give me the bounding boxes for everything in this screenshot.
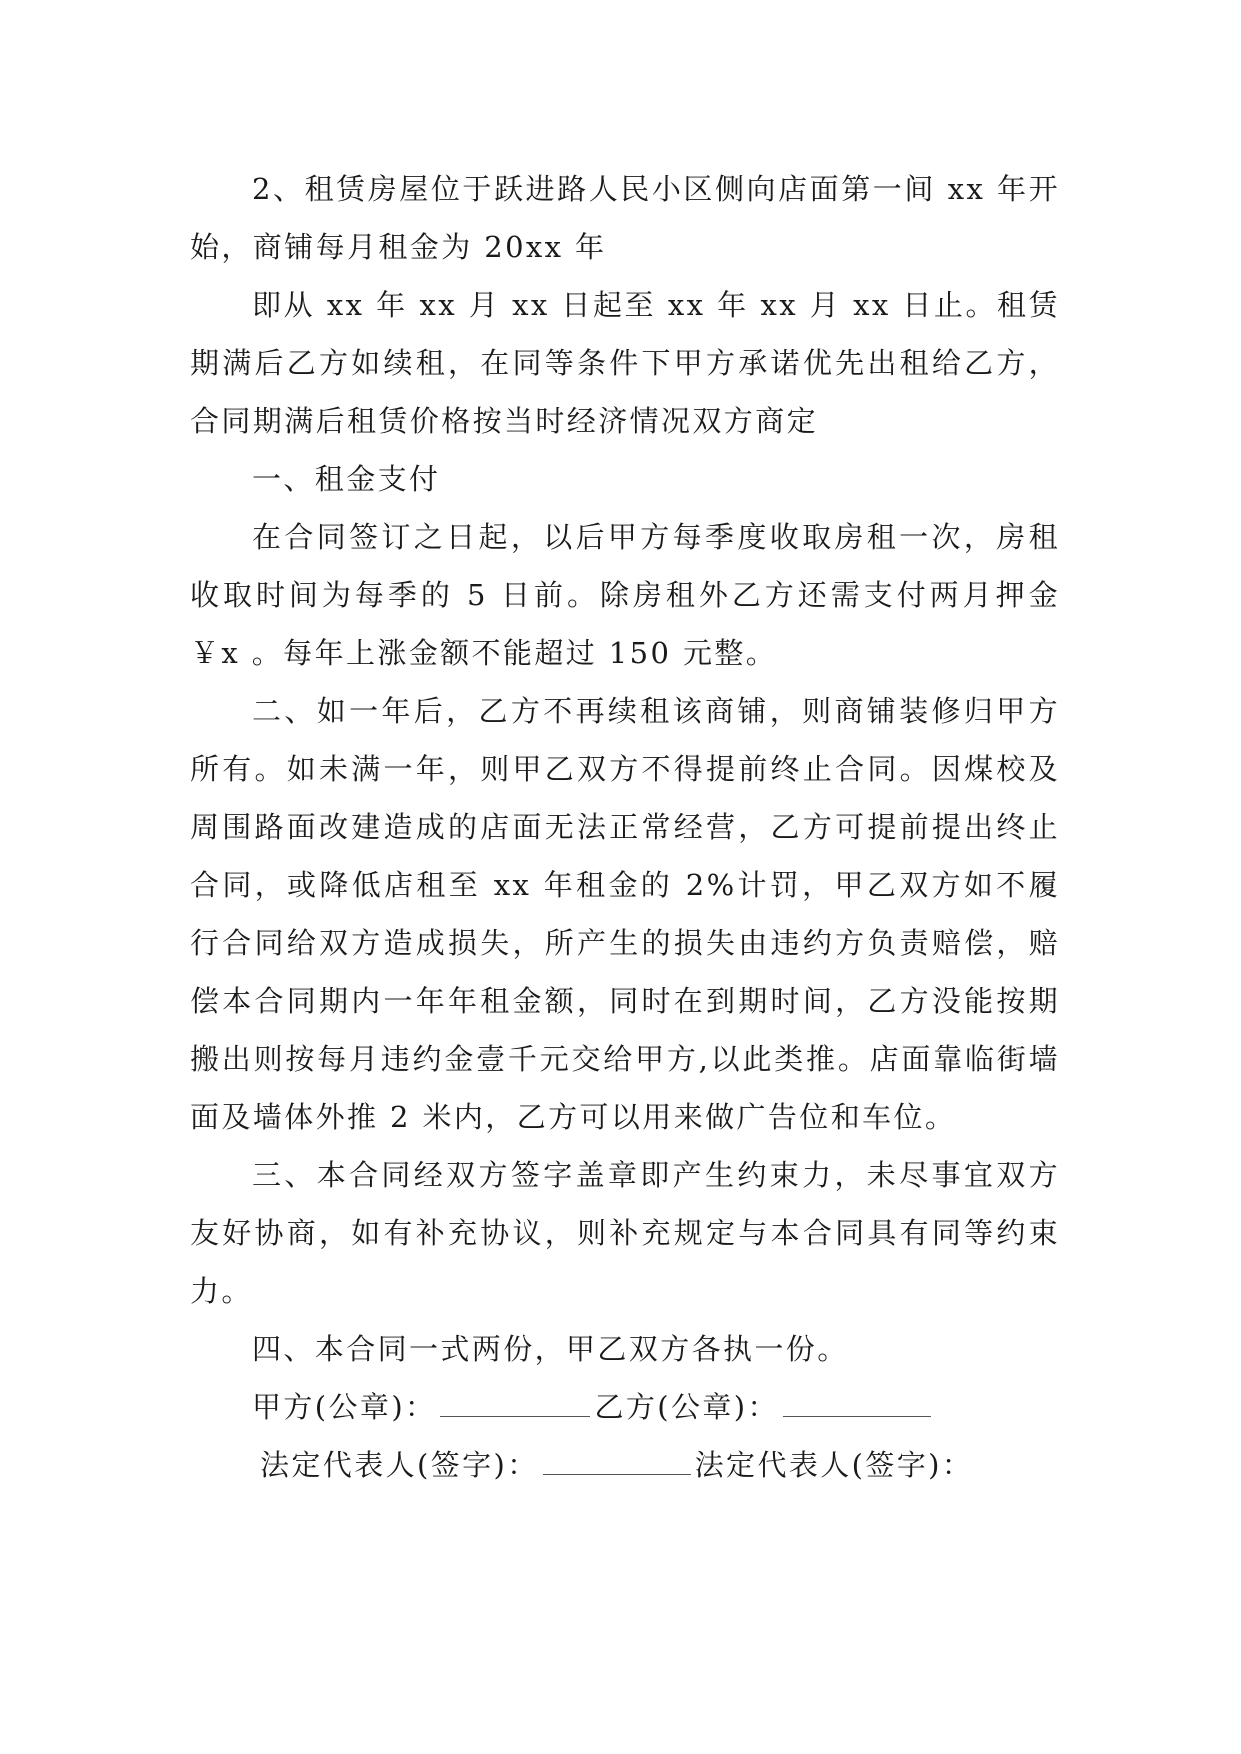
clause-lease-location: 2、租赁房屋位于跃进路人民小区侧向店面第一间 xx 年开始，商铺每月租金为 20xx 年: [190, 172, 1060, 264]
party-b-representative-label: 法定代表人(签字)：: [694, 1448, 974, 1482]
party-a-seal-label: 甲方(公章)：: [252, 1390, 437, 1424]
clause-three-binding-force: 三、本合同经双方签字盖章即产生约束力，未尽事宜双方友好协商，如有补充协议，则补充规定与本合同具有同等约束力。: [190, 1158, 1060, 1308]
party-a-representative-label: 法定代表人(签字)：: [260, 1448, 539, 1482]
clause-two-renewal-termination: 二、如一年后，乙方不再续租该商铺，则商铺装修归甲方所有。如未满一年，则甲乙双方不得提前终止合同。因煤校及周围路面改建造成的店面无法正常经营，乙方可提前提出终止合同，或降低店租至 xx 年租金的 2%计罚，甲乙双方如不履行合同给双方造成损失，所产生的损失由违约方负责赔偿，赔偿本合同期内一年年租金额，同时在到期时间，乙方没能按期搬出则按每月违约金壹千元交给甲方,以此类推。店面靠临街墙面及墙体外推 2 米内，乙方可以用来做广告位和车位。: [190, 694, 1060, 1134]
section-heading-rent-payment: 一、租金支付: [252, 462, 441, 496]
clause-rent-payment: 在合同签订之日起，以后甲方每季度收取房租一次，房租收取时间为每季的 5 日前。除房租外乙方还需支付两月押金￥x 。每年上涨金额不能超过 150 元整。: [190, 520, 1060, 670]
party-b-seal-blank[interactable]: [783, 1386, 931, 1417]
party-b-seal-label: 乙方(公章)：: [594, 1390, 779, 1424]
seal-signature-row: [190, 1378, 1060, 1436]
contract-body: [190, 160, 1060, 1494]
representative-signature-row: [190, 1436, 1060, 1494]
clause-lease-term: 即从 xx 年 xx 月 xx 日起至 xx 年 xx 月 xx 日止。租赁期满后乙方如续租，在同等条件下甲方承诺优先出租给乙方，合同期满后租赁价格按当时经济情况双方商定: [190, 288, 1060, 438]
clause-four-copies: 四、本合同一式两份，甲乙双方各执一份。: [252, 1332, 849, 1366]
party-a-representative-blank[interactable]: [543, 1444, 691, 1475]
party-a-seal-blank[interactable]: [440, 1386, 590, 1417]
